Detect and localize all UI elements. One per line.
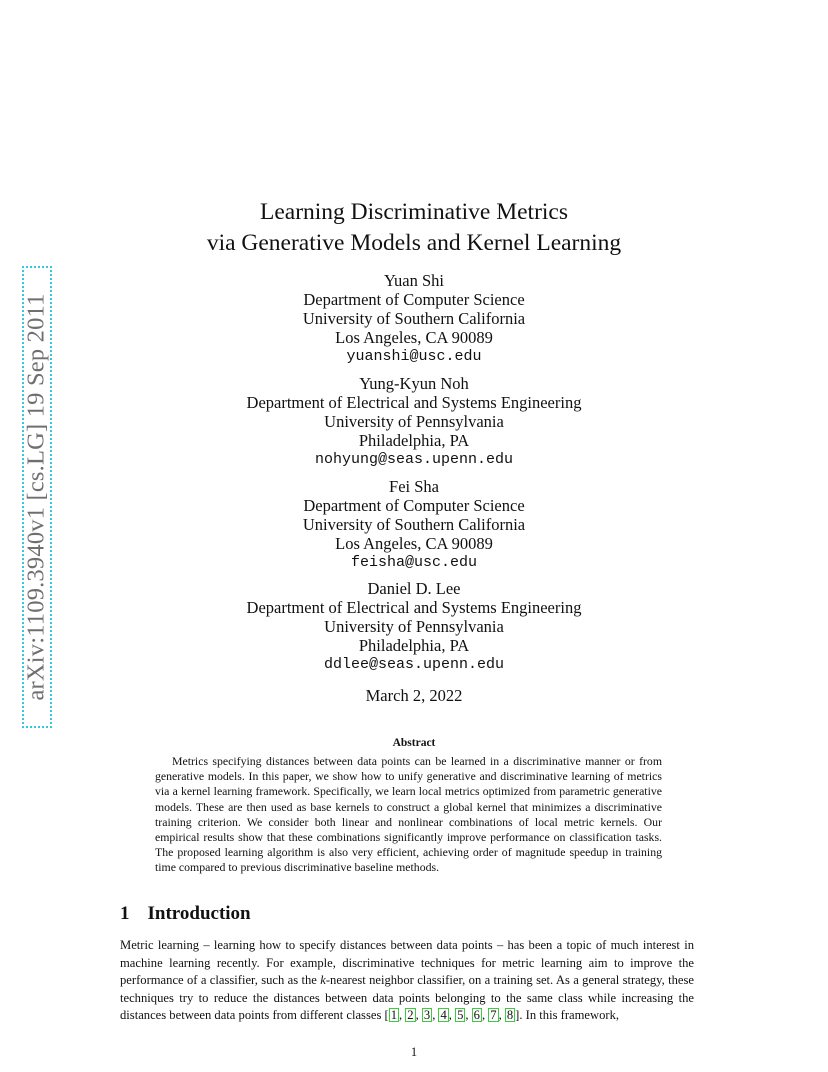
citation-link[interactable]: 6 [473,1008,480,1023]
author-location: Philadelphia, PA [358,431,470,450]
author-dept: Department of Computer Science [303,496,525,515]
abstract-heading: Abstract [392,737,436,749]
arxiv-stamp-text: arXiv:1109.3940v1 [cs.LG] 19 Sep 2011 [23,293,50,701]
author-location: Los Angeles, CA 90089 [335,534,493,553]
author-email[interactable]: feisha@usc.edu [350,554,478,571]
intro-paragraph: Metric learning – learning how to specify distances between data points – has been a topic of much interest in machine learning recently. For example, discriminative techniques for metric learning aim to improve the performance of a classifier, such as the k-nearest neighbor classifier, on a training set. As a general strategy, these techniques try to reduce the distances between data points belonging to the same class while increasing the distances between data points from different classes [ 1 , 2 , 3 , 4 , 5 , 6 , 7 , 8 ]. In this framework, [120,938,694,1023]
title-line-2: via Generative Models and Kernel Learning [206,230,622,256]
author-univ: University of Pennsylvania [324,412,504,431]
citation-link[interactable]: 2 [407,1008,414,1023]
author-email[interactable]: nohyung@seas.upenn.edu [314,451,514,468]
author-location: Philadelphia, PA [358,636,470,655]
author-name: Yung-Kyun Noh [359,374,469,393]
author-email[interactable]: yuanshi@usc.edu [346,348,482,365]
author-block-3 [120,477,708,572]
citation-link[interactable]: 5 [457,1008,464,1023]
author-name: Yuan Shi [383,271,445,290]
author-email[interactable]: ddlee@seas.upenn.edu [323,656,505,673]
author-univ: University of Southern California [302,309,526,328]
abstract-body: Metrics specifying distances between data points can be learned in a discriminative manner or from generative models. In this paper, we show how to unify generative and discriminative learning of metrics via a kernel learning framework. Specifically, we learn local metrics optimized from parametric generative models. These are then used as base kernels to construct a global kernel that minimizes a discriminative training criterion. We consider both linear and nonlinear combinations of local metric kernels. Our empirical results show that these combinations significantly improve performance on classification tasks. The proposed learning algorithm is also very efficient, achieving order of magnitude speedup in training time compared to previous discriminative baseline methods. [155,754,662,875]
intro-text-2: -nearest neighbor classifier, on a training set. As a general strategy, these techniques try to reduce the distances between data points belonging to the same class while increasing the distances between data points from different classes [ [120,973,694,1023]
intro-text-1: Metric learning – learning how to specify distances between data points – has been a topic of much interest in machine learning recently. For example, discriminative techniques for metric learning aim to improve the performance of a classifier, such as the [120,938,694,988]
author-dept: Department of Computer Science [303,290,525,309]
paper-date: March 2, 2022 [365,686,463,705]
arxiv-stamp[interactable] [22,266,52,728]
author-dept: Department of Electrical and Systems Engineering [246,598,582,617]
page-number: 1 [410,1045,418,1059]
intro-k-symbol: k [320,973,326,988]
paper-title [120,197,708,259]
section-number: 1 [120,903,130,924]
citation-link[interactable]: 1 [390,1008,397,1023]
citation-link[interactable]: 8 [506,1008,514,1023]
author-block-1 [120,271,708,366]
author-name: Daniel D. Lee [367,579,461,598]
author-univ: University of Pennsylvania [324,617,504,636]
author-name: Fei Sha [389,477,439,496]
author-location: Los Angeles, CA 90089 [335,328,493,347]
author-block-2 [120,374,708,469]
author-dept: Department of Electrical and Systems Engineering [246,393,582,412]
citation-link[interactable]: 4 [440,1008,447,1023]
author-block-4 [120,579,708,674]
section-title: Introduction [147,903,251,924]
author-univ: University of Southern California [302,515,526,534]
citation-link[interactable]: 7 [490,1008,497,1023]
section-heading [120,903,251,925]
intro-text-3: ]. In this framework, [515,1008,620,1023]
title-line-1: Learning Discriminative Metrics [259,199,568,225]
citation-link[interactable]: 3 [423,1008,431,1023]
